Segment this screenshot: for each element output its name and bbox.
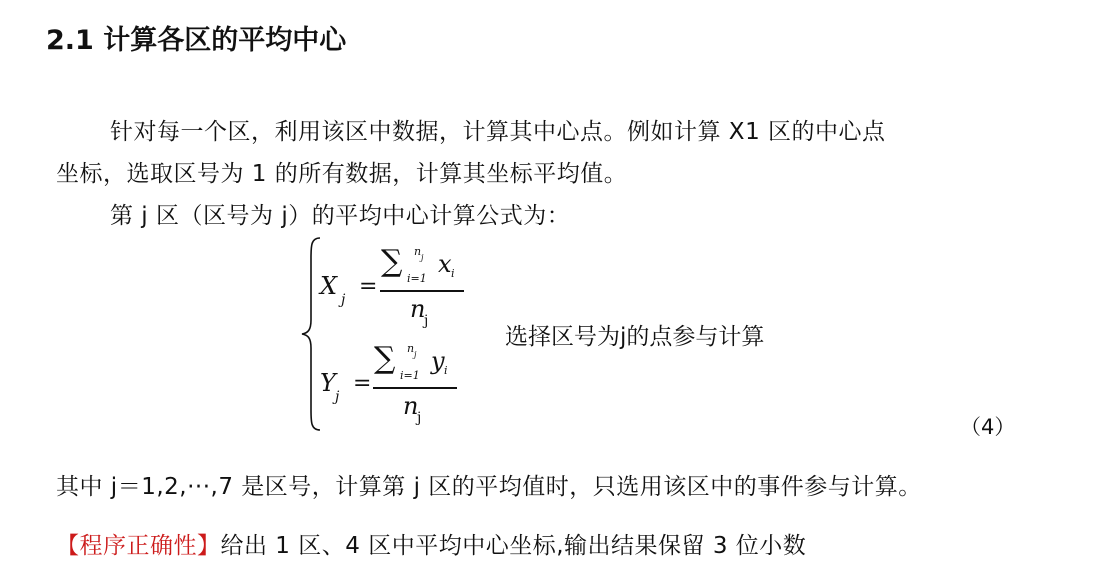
den-n-X: n — [410, 295, 426, 323]
y-term-sub: i — [444, 364, 448, 377]
den-j-Y: j — [417, 410, 422, 426]
formula-note: 选择区号为j的点参与计算 — [505, 324, 765, 350]
sub-j-Y: j — [335, 389, 340, 405]
lower-i-Y: i=1 — [400, 369, 420, 382]
den-j-X: j — [424, 313, 429, 329]
equals-X: = — [359, 274, 378, 299]
correctness-tag: 【程序正确性】 — [56, 533, 221, 559]
den-n-Y: n — [403, 392, 419, 420]
upper-j-X: j — [421, 253, 424, 262]
var-X: X — [320, 272, 338, 300]
paragraph-2: 第 j 区（区号为 j）的平均中心计算公式为： — [110, 203, 571, 229]
upper-n-Y: n — [407, 342, 415, 355]
var-Y: Y — [320, 369, 336, 397]
sigma-Y: ∑ — [374, 341, 396, 376]
y-term: y — [431, 347, 445, 375]
fraction-bar-X — [380, 290, 464, 292]
fraction-bar-Y — [373, 387, 457, 389]
section-heading: 2.1 计算各区的平均中心 — [46, 25, 347, 56]
equation-number: （4） — [960, 415, 1016, 439]
upper-n-X: n — [414, 245, 422, 258]
upper-j-Y: j — [414, 350, 417, 359]
x-term-sub: i — [451, 267, 455, 280]
lower-i-X: i=1 — [407, 272, 427, 285]
paragraph-1-line-1: 针对每一个区，利用该区中数据，计算其中心点。例如计算 X1 区的中心点 — [110, 119, 886, 145]
left-brace — [300, 236, 322, 432]
paragraph-1-line-2: 坐标，选取区号为 1 的所有数据，计算其坐标平均值。 — [56, 161, 628, 187]
x-term: x — [438, 250, 452, 278]
paragraph-4 — [56, 527, 806, 560]
equals-Y: = — [353, 371, 372, 396]
sub-j-X: j — [341, 292, 346, 308]
paragraph-3: 其中 j＝1,2,···,7 是区号，计算第 j 区的平均值时，只选用该区中的事件参与计算。 — [56, 474, 922, 500]
sigma-X: ∑ — [381, 244, 403, 279]
paragraph-4-text: 给出 1 区、4 区中平均中心坐标,输出结果保留 3 位小数 — [220, 533, 807, 559]
